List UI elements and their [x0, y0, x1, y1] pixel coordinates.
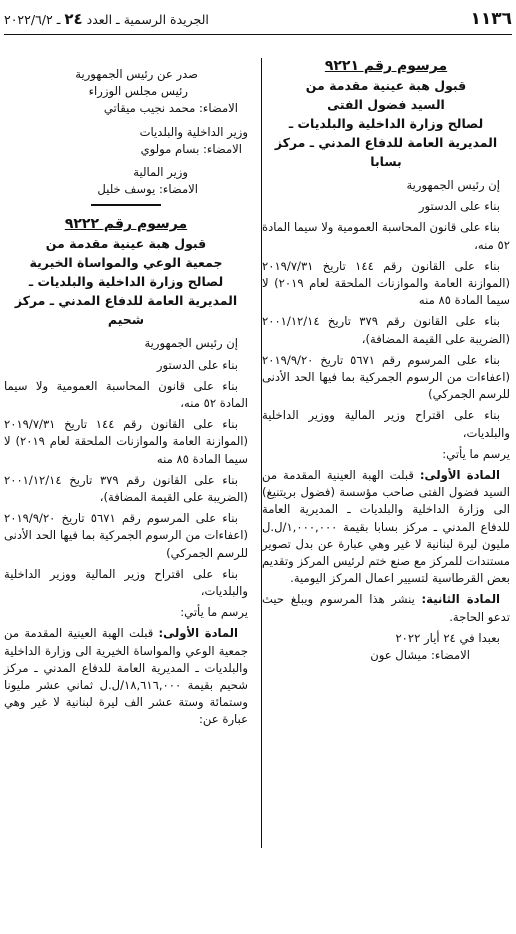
president-signature: الامضاء: ميشال عون: [370, 648, 470, 663]
decree-title-line: المديرية العامة للدفاع المدني ـ مركز بسابا: [274, 135, 498, 169]
decree-number: مرسوم رقم ٩٢٢٢: [64, 216, 188, 233]
column-divider: [261, 58, 262, 848]
article-label: المادة الأولى:: [419, 468, 500, 483]
finance-minister-signature: الامضاء: يوسف خليل: [97, 182, 198, 197]
enactment-clause: يرسم ما يأتي:: [442, 446, 510, 461]
decree-title-line: قبول هبة عينية مقدمة من: [45, 236, 207, 252]
journal-title: الجريدة الرسمية ـ العدد: [86, 12, 209, 27]
article-label: المادة الثانية:: [421, 592, 501, 607]
article-label: المادة الأولى:: [158, 626, 238, 641]
preamble: بناء على القانون رقم ٣٧٩ تاريخ ٢٠٠١/١٢/١٤ (الضريبة على القيمة المضافة)،: [262, 314, 510, 346]
page-header: [4, 6, 512, 32]
finance-minister-title: وزير المالية: [133, 165, 188, 180]
decree-title-line: المديرية العامة للدفاع المدني ـ مركز شحيم: [14, 293, 238, 328]
pm-title: رئيس مجلس الوزراء: [88, 84, 188, 99]
preamble: بناء على المرسوم رقم ٥٦٧١ تاريخ ٢٠١٩/٩/٢٠ (اعفاءات من الرسوم الجمركية بما فيها الحد الأدنى للرسم الجمركي): [262, 352, 510, 402]
journal-issue: [4, 10, 209, 28]
issue-date: ـ ٢٠٢٢/٦/٢: [4, 12, 61, 27]
page-number: ١١٣٦: [470, 9, 512, 29]
preamble: بناء على القانون رقم ٣٧٩ تاريخ ٢٠٠١/١٢/١٤ (الضريبة على القيمة المضافة)،: [4, 472, 248, 505]
signing-date: بعبدا في ٢٤ أيار ٢٠٢٢: [395, 630, 500, 645]
decree-9221-column: [262, 56, 510, 664]
preamble: بناء على قانون المحاسبة العمومية ولا سيما المادة ٥٢ منه،: [262, 220, 510, 252]
decree-number: مرسوم رقم ٩٢٢١: [324, 58, 448, 74]
pm-signature: الامضاء: محمد نجيب ميقاتي: [103, 101, 238, 116]
interior-minister-title: وزير الداخلية والبلديات: [139, 124, 248, 139]
preamble: بناء على القانون رقم ١٤٤ تاريخ ٢٠١٩/٧/٣١ (الموازنة العامة والموازنات الملحقة لعام ٢٠١٩) لا سيما المادة ٨٥ منه: [4, 417, 248, 466]
issue-number: ٢٤: [64, 10, 83, 28]
preamble: بناء على اقتراح وزير المالية ووزير الداخلية والبلديات،: [262, 408, 510, 440]
preamble: بناء على الدستور: [418, 199, 500, 214]
article-text: قبلت الهبة العينية المقدمة من السيد فضول الفتى صاحب مؤسسة (فضول بريتنيغ) الى وزارة الداخلية والبلديات ـ المديرية العامة للدفاع المدني ـ مركز بسابا بقيمة ١,٠٠٠,٠٠٠/ل.ل مليون ليرة لبنانية لا غير وهي عبارة عن بدل تصوير مستندات للمركز مع صنع ختم لرئيس المركز وتقديم بعض القرطاسية لتسيير اعمال المركز اليومية.: [262, 468, 510, 586]
preamble: بناء على القانون رقم ١٤٤ تاريخ ٢٠١٩/٧/٣١ (الموازنة العامة والموازنات الملحقة لعام ٢٠١٩) لا سيما المادة ٨٥ منه: [262, 258, 510, 308]
decree-title-line: لصالح وزارة الداخلية والبلديات ـ: [288, 116, 484, 131]
preamble: بناء على الدستور: [156, 357, 238, 372]
preamble: إن رئيس الجمهورية: [144, 336, 238, 351]
preamble: إن رئيس الجمهورية: [406, 178, 500, 192]
decree-separator: [91, 204, 161, 206]
issued-by: صدر عن رئيس الجمهورية: [75, 67, 198, 81]
interior-minister-signature: الامضاء: بسام مولوي: [140, 141, 242, 156]
article-1: [4, 625, 248, 728]
decree-title-line: قبول هبة عينية مقدمة من: [305, 78, 467, 93]
header-rule: [4, 34, 512, 35]
article-text: قبلت الهبة العينية المقدمة من جمعية الوعي والمواساة الخيرية الى وزارة الداخلية والبلديات ـ المديرية العامة للدفاع المدني ـ مركز شحيم بقيمة ١٨,٦١٦,٠٠٠/ل.ل ثماني عشر مليونا وستمائة وستة عشر الف ليرة لبنانية لا غير وهي عبارة عن:: [4, 626, 248, 727]
preamble: بناء على قانون المحاسبة العمومية ولا سيما المادة ٥٢ منه،: [4, 378, 248, 411]
decree-9222-column: [4, 66, 248, 733]
preamble: بناء على اقتراح وزير المالية ووزير الداخلية والبلديات،: [4, 566, 248, 599]
article-2: [262, 591, 510, 625]
decree-title-line: جمعية الوعي والمواساة الخيرية: [29, 255, 223, 271]
decree-title-line: السيد فضول الفتى: [327, 97, 445, 112]
preamble: بناء على المرسوم رقم ٥٦٧١ تاريخ ٢٠١٩/٩/٢٠ (اعفاءات من الرسوم الجمركية بما فيها الحد الأدنى للرسم الجمركي): [4, 511, 248, 560]
article-text: ينشر هذا المرسوم ويبلغ حيث تدعو الحاجة.: [262, 592, 510, 624]
article-1: [262, 467, 510, 587]
decree-title-line: لصالح وزارة الداخلية والبلديات ـ: [28, 274, 224, 290]
enactment-clause: يرسم ما يأتي:: [180, 605, 248, 620]
